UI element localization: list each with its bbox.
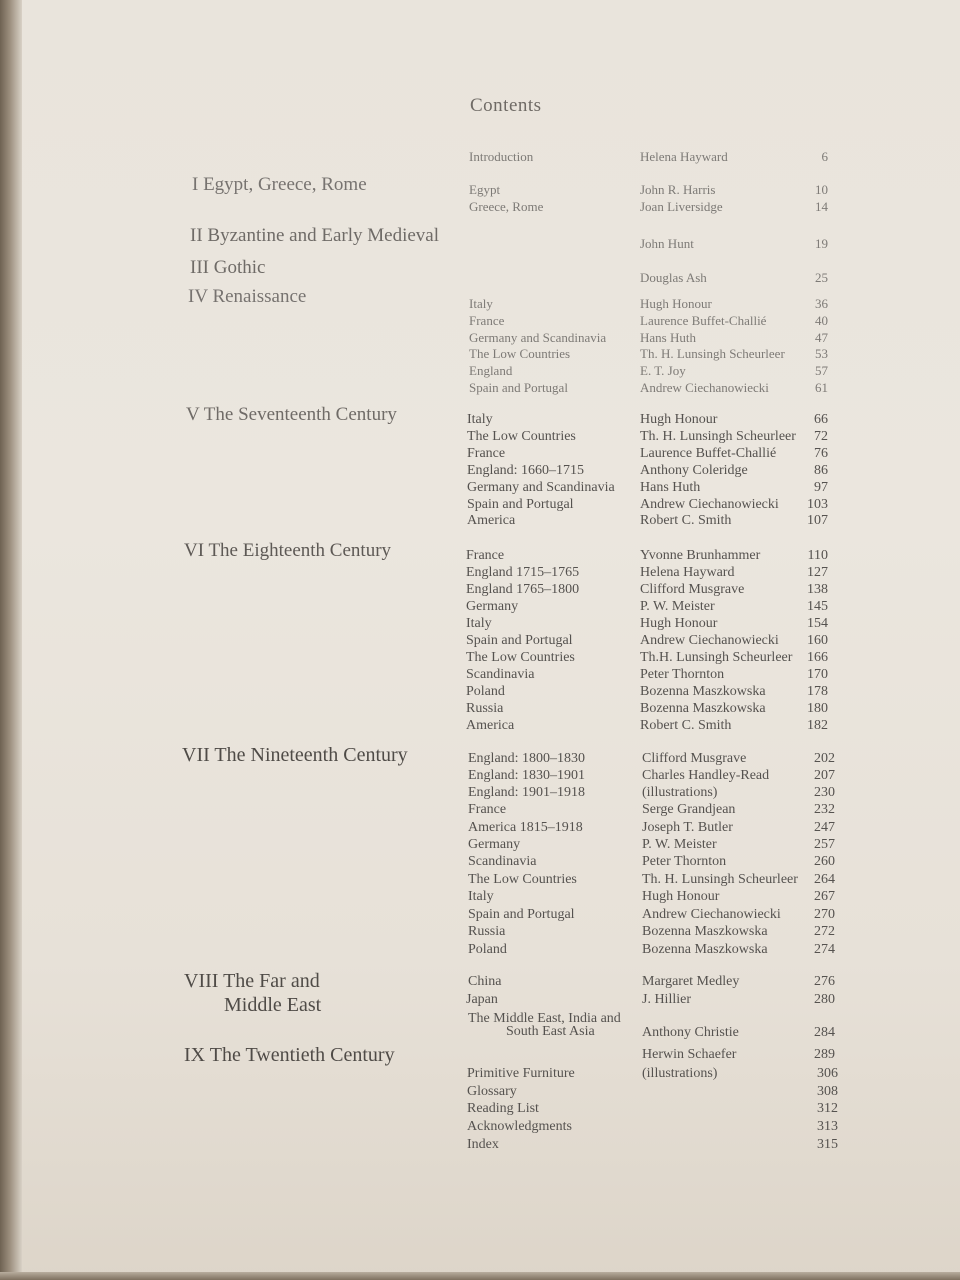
entry-page-number: 127 <box>807 565 828 580</box>
entry-page-number: 289 <box>814 1047 835 1062</box>
entry-page-number: 103 <box>807 497 828 512</box>
entry-author: Charles Handley-Read <box>642 768 770 783</box>
toc-entry-row <box>0 941 960 958</box>
part-3-title: III Gothic <box>190 257 266 278</box>
entry-author: Robert C. Smith <box>640 513 732 528</box>
entry-section: Spain and Portugal <box>469 380 568 395</box>
entry-author: Helena Hayward <box>640 565 735 580</box>
entry-author: Anthony Christie <box>642 1025 739 1040</box>
toc-entry-row <box>0 564 960 581</box>
entry-author: Andrew Ciechanowiecki <box>640 380 769 395</box>
entry-author: Margaret Medley <box>642 974 740 989</box>
entry-south-east-asia: South East Asia <box>506 1024 595 1039</box>
toc-entry-row <box>0 1046 960 1063</box>
toc-entry-row <box>0 836 960 853</box>
entry-section: Poland <box>468 942 507 957</box>
entry-section: America <box>467 513 516 528</box>
toc-entry-row <box>0 1136 960 1153</box>
entry-section: Germany and Scandinavia <box>469 330 607 345</box>
entry-page-number: 145 <box>807 599 828 614</box>
entry-section: Reading List <box>467 1101 539 1116</box>
entry-section: England: 1830–1901 <box>468 768 586 783</box>
entry-author: Bozenna Maszkowska <box>642 942 768 957</box>
entry-author: Th.H. Lunsingh Scheurleer <box>640 650 793 665</box>
entry-author: Laurence Buffet-Challié <box>640 446 777 461</box>
entry-section: Italy <box>466 616 492 631</box>
toc-entry-row <box>0 666 960 683</box>
toc-entry-row <box>0 181 960 198</box>
entry-author: Bozenna Maszkowska <box>642 924 768 939</box>
toc-entry-row <box>0 462 960 479</box>
entry-section: Index <box>467 1137 499 1152</box>
toc-entry-row <box>0 1065 960 1082</box>
toc-entry-row <box>0 632 960 649</box>
entry-author: Laurence Buffet-Challié <box>640 313 767 328</box>
entry-author: Peter Thornton <box>642 854 727 869</box>
toc-entry-row <box>0 496 960 513</box>
entry-section: England: 1800–1830 <box>468 751 586 766</box>
entry-author: Herwin Schaefer <box>642 1047 737 1062</box>
entry-section: Glossary <box>467 1084 517 1099</box>
toc-entry-row <box>0 906 960 923</box>
entry-author: Clifford Musgrave <box>640 582 745 597</box>
entry-author: Anthony Coleridge <box>640 463 748 478</box>
toc-entry-row <box>0 329 960 346</box>
toc-entry-row <box>0 649 960 666</box>
part-8-title: VIII The Far and Middle East <box>184 970 322 1016</box>
toc-entry-row <box>0 923 960 940</box>
part-1-title: I Egypt, Greece, Rome <box>192 174 367 195</box>
entry-section: Scandinavia <box>466 667 535 682</box>
toc-entry-row <box>0 888 960 905</box>
toc-entry-row <box>0 801 960 818</box>
toc-entry-row <box>0 345 960 362</box>
entry-author: (illustrations) <box>642 785 718 800</box>
entry-author: Andrew Ciechanowiecki <box>640 497 779 512</box>
entry-section: The Low Countries <box>468 872 577 887</box>
entry-author: Hugh Honour <box>640 412 718 427</box>
toc-entry-row <box>0 411 960 428</box>
entry-page-number: 72 <box>814 429 828 444</box>
entry-page-number: 57 <box>815 363 828 378</box>
toc-entry-row <box>0 148 960 165</box>
entry-page-number: 232 <box>814 802 835 817</box>
entry-page-number: 6 <box>821 149 828 164</box>
entry-page-number: 170 <box>807 667 828 682</box>
toc-entry-row <box>0 598 960 615</box>
entry-section: England 1765–1800 <box>466 582 580 597</box>
entry-author: P. W. Meister <box>640 599 715 614</box>
page-bottom-edge <box>0 1272 960 1280</box>
entry-page-number: 270 <box>814 907 835 922</box>
entry-page-number: 312 <box>817 1101 838 1116</box>
entry-section: England 1715–1765 <box>466 565 580 580</box>
toc-entry-row <box>0 1024 960 1041</box>
entry-section: France <box>466 548 505 563</box>
entry-page-number: 257 <box>814 837 835 852</box>
entry-page-number: 202 <box>814 751 835 766</box>
entry-section: France <box>467 446 506 461</box>
toc-entry-row <box>0 379 960 396</box>
toc-entry-row <box>0 198 960 215</box>
entry-section: Germany <box>466 599 519 614</box>
entry-section: America <box>466 718 515 733</box>
entry-section: Germany and Scandinavia <box>467 480 615 495</box>
entry-section: America 1815–1918 <box>468 820 583 835</box>
entry-page-number: 40 <box>815 313 828 328</box>
toc-entry-row <box>0 479 960 496</box>
toc-entry-row <box>0 235 960 252</box>
toc-entry-row <box>0 362 960 379</box>
entry-author: Serge Grandjean <box>642 802 736 817</box>
entry-author: Andrew Ciechanowiecki <box>640 633 779 648</box>
entry-page-number: 166 <box>807 650 828 665</box>
part-4-title: IV Renaissance <box>188 286 307 307</box>
toc-entry-row <box>0 767 960 784</box>
entry-section: England: 1660–1715 <box>467 463 585 478</box>
entry-section: Germany <box>468 837 521 852</box>
entry-page-number: 247 <box>814 820 835 835</box>
entry-author: Andrew Ciechanowiecki <box>642 907 781 922</box>
entry-section: Poland <box>466 684 505 699</box>
entry-section: England <box>469 363 513 378</box>
entry-author: Th. H. Lunsingh Scheurleer <box>640 429 796 444</box>
contents-title: Contents <box>470 95 542 116</box>
entry-page-number: 66 <box>814 412 828 427</box>
toc-entry-row <box>0 445 960 462</box>
toc-entry-row <box>0 700 960 717</box>
entry-section: Russia <box>466 701 504 716</box>
toc-entry-row <box>0 428 960 445</box>
entry-author: Joan Liversidge <box>640 199 723 214</box>
entry-page-number: 230 <box>814 785 835 800</box>
entry-section: Italy <box>468 889 494 904</box>
toc-entry-row <box>0 819 960 836</box>
entry-section: The Middle East, India and <box>468 1011 621 1026</box>
entry-author: Robert C. Smith <box>640 718 732 733</box>
entry-page-number: 272 <box>814 924 835 939</box>
entry-section: Scandinavia <box>468 854 537 869</box>
entry-author: Helena Hayward <box>640 149 728 164</box>
entry-author: Bozenna Maszkowska <box>640 701 766 716</box>
entry-section: France <box>468 802 507 817</box>
entry-section: Greece, Rome <box>469 199 544 214</box>
entry-author: E. T. Joy <box>640 363 686 378</box>
entry-page-number: 110 <box>807 548 828 563</box>
entry-author: Hugh Honour <box>642 889 720 904</box>
entry-page-number: 207 <box>814 768 835 783</box>
toc-entry-row <box>0 991 960 1008</box>
entry-page-number: 154 <box>807 616 828 631</box>
part-6-title: VI The Eighteenth Century <box>184 540 392 561</box>
entry-page-number: 138 <box>807 582 828 597</box>
entry-author: Douglas Ash <box>640 270 707 285</box>
entry-section: Russia <box>468 924 506 939</box>
part-9-title: IX The Twentieth Century <box>184 1044 395 1066</box>
toc-entry-row <box>0 295 960 312</box>
entry-section: Primitive Furniture <box>467 1066 575 1081</box>
toc-entry-row <box>0 269 960 286</box>
entry-author: Clifford Musgrave <box>642 751 747 766</box>
entry-author: Hans Huth <box>640 330 696 345</box>
toc-entry-row <box>0 853 960 870</box>
toc-entry-row <box>0 1083 960 1100</box>
entry-section: Spain and Portugal <box>466 633 573 648</box>
entry-author: Bozenna Maszkowska <box>640 684 766 699</box>
entry-section: The Low Countries <box>466 650 575 665</box>
entry-page-number: 86 <box>814 463 828 478</box>
entry-page-number: 180 <box>807 701 828 716</box>
toc-entry-row <box>0 784 960 801</box>
entry-page-number: 313 <box>817 1119 838 1134</box>
entry-author: Hugh Honour <box>640 616 718 631</box>
toc-entry-row <box>0 512 960 529</box>
entry-section: The Low Countries <box>467 429 576 444</box>
entry-section: Spain and Portugal <box>467 497 574 512</box>
entry-page-number: 19 <box>815 236 828 251</box>
entry-page-number: 264 <box>814 872 835 887</box>
entry-page-number: 306 <box>817 1066 838 1081</box>
entry-section: Egypt <box>469 182 501 197</box>
entry-section: Japan <box>466 992 498 1007</box>
entry-author: Th. H. Lunsingh Scheurleer <box>640 346 785 361</box>
entry-page-number: 267 <box>814 889 835 904</box>
entry-page-number: 284 <box>814 1025 835 1040</box>
part-2-title: II Byzantine and Early Medieval <box>190 225 440 246</box>
entry-section: Spain and Portugal <box>468 907 575 922</box>
entry-page-number: 182 <box>807 718 828 733</box>
toc-entry-row <box>0 1118 960 1135</box>
entry-page-number: 53 <box>815 346 828 361</box>
entry-page-number: 160 <box>807 633 828 648</box>
entry-page-number: 61 <box>815 380 828 395</box>
entry-page-number: 107 <box>807 513 828 528</box>
entry-page-number: 280 <box>814 992 835 1007</box>
entry-section: Italy <box>467 412 493 427</box>
entry-page-number: 10 <box>815 182 828 197</box>
part-7-title: VII The Nineteenth Century <box>182 744 408 766</box>
toc-entry-row <box>0 750 960 767</box>
entry-author: Hans Huth <box>640 480 701 495</box>
entry-section: China <box>468 974 502 989</box>
entry-author: (illustrations) <box>642 1066 718 1081</box>
entry-page-number: 25 <box>815 270 828 285</box>
entry-page-number: 308 <box>817 1084 838 1099</box>
toc-entry-row <box>0 312 960 329</box>
entry-author: John R. Harris <box>640 182 716 197</box>
entry-page-number: 47 <box>815 330 828 345</box>
entry-page-number: 260 <box>814 854 835 869</box>
entry-page-number: 36 <box>815 296 828 311</box>
entry-section: Italy <box>469 296 493 311</box>
entry-section: Introduction <box>469 149 534 164</box>
entry-author: Joseph T. Butler <box>642 820 733 835</box>
entry-page-number: 14 <box>815 199 828 214</box>
entry-page-number: 97 <box>814 480 828 495</box>
entry-author: Peter Thornton <box>640 667 725 682</box>
entry-author: Th. H. Lunsingh Scheurleer <box>642 872 798 887</box>
entry-page-number: 178 <box>807 684 828 699</box>
entry-page-number: 274 <box>814 942 835 957</box>
entry-author: P. W. Meister <box>642 837 717 852</box>
entry-page-number: 76 <box>814 446 828 461</box>
toc-entry-row <box>0 1100 960 1117</box>
toc-entry-row <box>0 581 960 598</box>
toc-entry-row <box>0 871 960 888</box>
toc-entry-row <box>0 717 960 734</box>
entry-author: J. Hillier <box>642 992 691 1007</box>
entry-section: The Low Countries <box>469 346 571 361</box>
entry-page-number: 276 <box>814 974 835 989</box>
entry-section: France <box>469 313 505 328</box>
entry-section: England: 1901–1918 <box>468 785 586 800</box>
toc-entry-row <box>0 683 960 700</box>
entry-section: Acknowledgments <box>467 1119 572 1134</box>
part-5-title: V The Seventeenth Century <box>186 404 397 425</box>
toc-entry-row <box>0 973 960 990</box>
entry-author: John Hunt <box>640 236 694 251</box>
toc-entry-row <box>0 547 960 564</box>
entry-page-number: 315 <box>817 1137 838 1152</box>
toc-entry-row <box>0 615 960 632</box>
entry-author: Yvonne Brunhammer <box>640 548 761 563</box>
entry-author: Hugh Honour <box>640 296 712 311</box>
